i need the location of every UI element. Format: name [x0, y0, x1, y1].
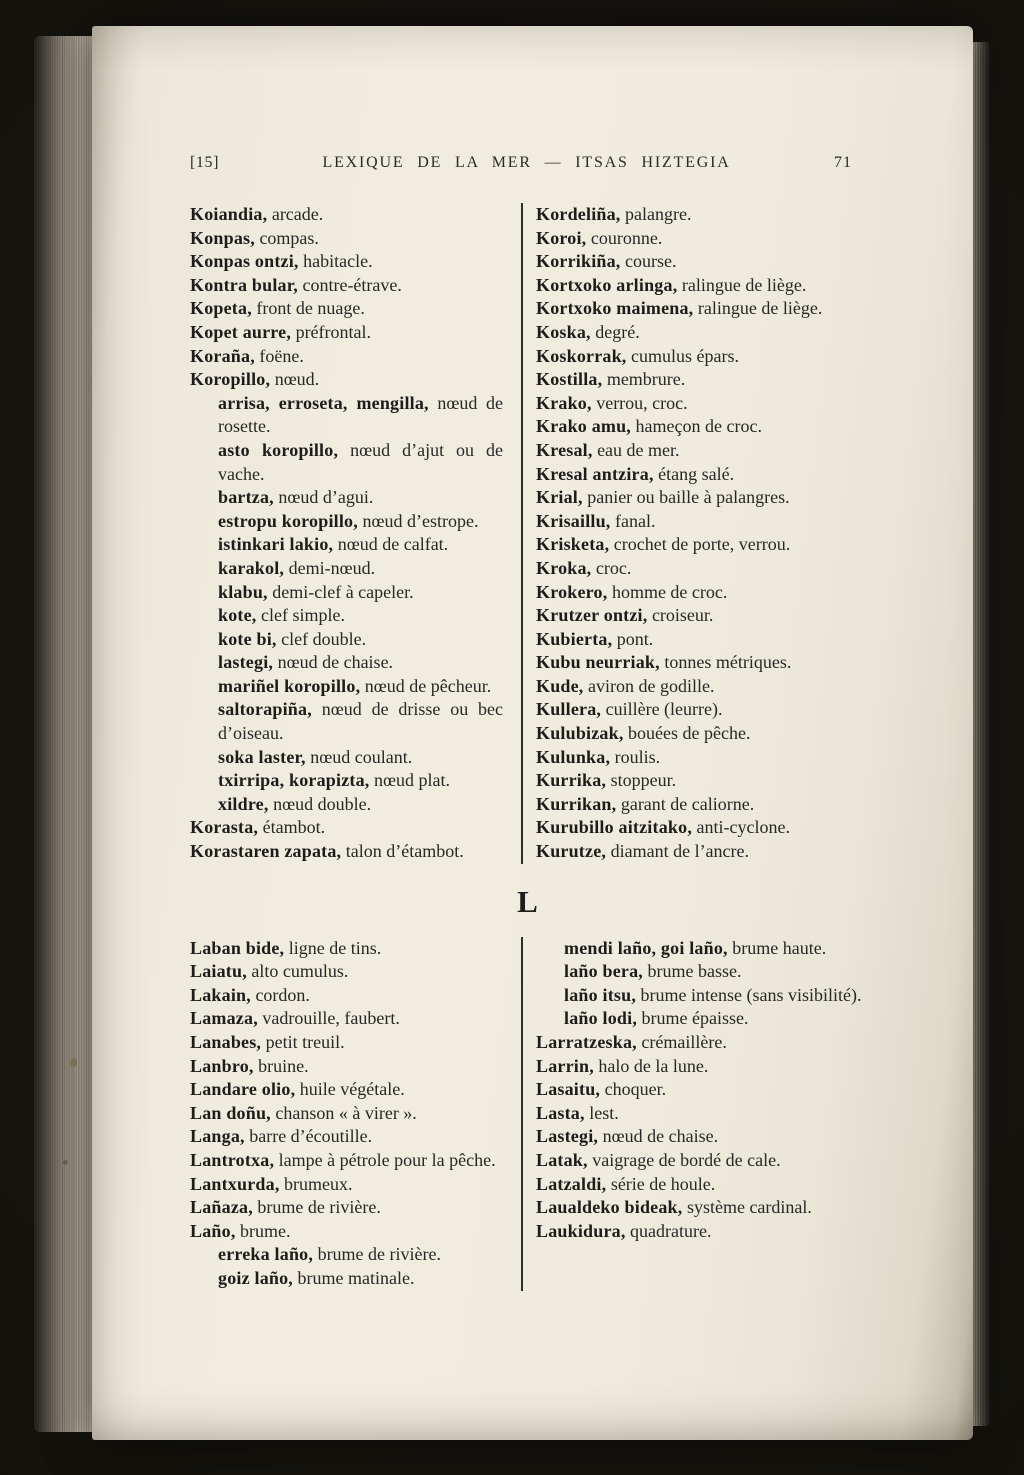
entry-term: Larrin, — [536, 1055, 594, 1076]
dictionary-entry: Latzaldi, série de houle. — [536, 1173, 716, 1194]
dictionary-entry: istinkari lakio, nœud de calfat. — [218, 534, 449, 555]
entry-term: lastegi, — [218, 652, 274, 673]
entry-term: arrisa, erroseta, mengilla, — [218, 392, 429, 413]
dictionary-entry: mendi laño, goi laño, brume haute. — [564, 937, 827, 958]
dictionary-entry: Lanabes, petit treuil. — [190, 1032, 345, 1052]
dictionary-entry: Lantrotxa, lampe à pétrole pour la pêche. — [190, 1149, 496, 1170]
dictionary-entry: Kude, aviron de godille. — [536, 675, 715, 696]
entry-term: Laban bide, — [190, 937, 285, 958]
dictionary-entry: Kopeta, front de nuage. — [190, 298, 365, 319]
dictionary-entry: Konpas, compas. — [190, 227, 319, 248]
entry-term: kote, — [218, 605, 257, 626]
dictionary-entry: Kortxoko maimena, ralingue de liège. — [536, 298, 823, 319]
dictionary-entry: mariñel koropillo, nœud de pêcheur. — [218, 675, 492, 696]
entry-term: asto koropillo, — [218, 439, 339, 460]
section-k — [190, 203, 866, 864]
dictionary-entry: Lantxurda, brumeux. — [190, 1173, 353, 1194]
dictionary-entry: Koraña, foëne. — [190, 345, 304, 366]
book-spine-page-edges — [34, 36, 92, 1432]
dictionary-entry: Kurrikan, garant de caliorne. — [536, 793, 755, 814]
book-page — [92, 26, 973, 1440]
entry-term: Kopet aurre, — [190, 321, 292, 342]
dictionary-entry: Laukidura, quadrature. — [536, 1220, 712, 1241]
dictionary-entry: laño bera, brume basse. — [564, 961, 742, 982]
entry-term: Laiatu, — [190, 961, 247, 982]
dictionary-entry: Korasta, étambot. — [190, 817, 326, 838]
entry-term: Korrikiña, — [536, 251, 621, 272]
dictionary-entry: Landare olio, huile végétale. — [190, 1079, 405, 1100]
dictionary-entry: Krisketa, crochet de porte, verrou. — [536, 534, 791, 555]
section-l-right-column — [523, 937, 866, 1291]
entry-term: Koropillo, — [190, 369, 271, 390]
dictionary-entry: asto koropillo, nœud d’ajut ou de vache. — [218, 439, 503, 484]
entry-term: Lañaza, — [190, 1197, 253, 1218]
entry-term: Konpas, — [190, 227, 255, 248]
dictionary-entry: soka laster, nœud coulant. — [218, 746, 413, 767]
entry-term: kote bi, — [218, 628, 277, 649]
entry-term: Konpas ontzi, — [190, 251, 299, 272]
entry-term: Koroi, — [536, 227, 587, 248]
entry-term: Kubierta, — [536, 628, 613, 649]
entry-term: bartza, — [218, 487, 274, 508]
dictionary-entry: Kresal antzira, étang salé. — [536, 463, 735, 484]
running-title: LEXIQUE DE LA MER — ITSAS HIZTEGIA — [322, 154, 731, 171]
entry-term: Krial, — [536, 487, 583, 508]
entry-term: Kroka, — [536, 557, 592, 578]
entry-term: Larratzeska, — [536, 1032, 637, 1052]
dictionary-entry: goiz laño, brume matinale. — [218, 1267, 415, 1288]
entry-term: soka laster, — [218, 746, 306, 767]
dictionary-entry: bartza, nœud d’agui. — [218, 487, 374, 508]
entry-term: mariñel koropillo, — [218, 675, 361, 696]
dictionary-entry: Krokero, homme de croc. — [536, 581, 728, 602]
dictionary-entry: xildre, nœud double. — [218, 793, 372, 814]
entry-term: Laukidura, — [536, 1220, 626, 1241]
dictionary-entry: Kordeliña, palangre. — [536, 204, 692, 224]
entry-term: Kurutze, — [536, 841, 607, 862]
dictionary-entry: Krako amu, hameçon de croc. — [536, 416, 762, 437]
dictionary-entry: Lasaitu, choquer. — [536, 1079, 667, 1100]
entry-term: Koraña, — [190, 345, 255, 366]
entry-term: Kontra bular, — [190, 274, 298, 295]
entry-term: karakol, — [218, 557, 285, 578]
entry-term: Kopeta, — [190, 298, 252, 319]
entry-term: Lantrotxa, — [190, 1149, 275, 1170]
entry-term: Kubu neurriak, — [536, 652, 660, 673]
entry-term: Krisketa, — [536, 534, 610, 555]
dictionary-entry: karakol, demi-nœud. — [218, 557, 376, 578]
page-number: 71 — [834, 154, 852, 171]
dictionary-entry: txirripa, korapizta, nœud plat. — [218, 770, 450, 791]
entry-term: erreka laño, — [218, 1244, 314, 1265]
page-content — [190, 154, 866, 1291]
paper-speck — [63, 1160, 68, 1165]
dictionary-entry: Kubu neurriak, tonnes métriques. — [536, 652, 792, 673]
entry-term: goiz laño, — [218, 1267, 294, 1288]
dictionary-entry: Lakain, cordon. — [190, 984, 310, 1005]
entry-term: Kurrika, — [536, 770, 607, 791]
entry-term: Koska, — [536, 321, 591, 342]
entry-term: saltorapiña, — [218, 699, 312, 720]
entry-term: Laño, — [190, 1220, 236, 1241]
entry-term: Krokero, — [536, 581, 608, 602]
dictionary-entry: Kubierta, pont. — [536, 628, 654, 649]
dictionary-entry: Koroi, couronne. — [536, 227, 663, 248]
entry-term: laño itsu, — [564, 984, 637, 1005]
dictionary-entry: Kulunka, roulis. — [536, 746, 661, 767]
dictionary-entry: Krial, panier ou baille à palangres. — [536, 487, 790, 508]
letter-heading-l: L — [517, 883, 539, 919]
dictionary-entry: Lanbro, bruine. — [190, 1055, 309, 1076]
dictionary-entry: laño itsu, brume intense (sans visibilité). — [564, 984, 862, 1005]
entry-term: Koskorrak, — [536, 345, 627, 366]
entry-term: Latak, — [536, 1149, 588, 1170]
entry-term: Lan doñu, — [190, 1102, 271, 1123]
dictionary-entry: Lasta, lest. — [536, 1102, 619, 1123]
dictionary-entry: laño lodi, brume épaisse. — [564, 1008, 749, 1029]
dictionary-entry: Lamaza, vadrouille, faubert. — [190, 1008, 400, 1029]
entry-term: Korasta, — [190, 817, 259, 838]
entry-term: Krutzer ontzi, — [536, 605, 648, 626]
entry-term: Lanbro, — [190, 1055, 254, 1076]
dictionary-entry: Kostilla, membrure. — [536, 369, 686, 390]
dictionary-entry: estropu koropillo, nœud d’estrope. — [218, 510, 479, 531]
dictionary-entry: Krako, verrou, croc. — [536, 392, 688, 413]
dictionary-entry: Kopet aurre, préfrontal. — [190, 321, 372, 342]
dictionary-entry: Larratzeska, crémaillère. — [536, 1032, 727, 1052]
entry-term: laño bera, — [564, 961, 644, 982]
dictionary-entry: Koska, degré. — [536, 321, 640, 342]
dictionary-entry: Lastegi, nœud de chaise. — [536, 1126, 719, 1147]
entry-term: Laualdeko bideak, — [536, 1197, 683, 1218]
dictionary-entry: Laualdeko bideak, système cardinal. — [536, 1197, 812, 1218]
dictionary-entry: Kurrika, stoppeur. — [536, 770, 677, 791]
dictionary-entry: Kullera, cuillère (leurre). — [536, 699, 723, 720]
section-k-left-column — [190, 203, 523, 864]
entry-term: txirripa, korapizta, — [218, 770, 370, 791]
dictionary-entry: arrisa, erroseta, mengilla, nœud de rosette. — [218, 392, 503, 437]
entry-term: Krisaillu, — [536, 510, 611, 531]
dictionary-entry: erreka laño, brume de rivière. — [218, 1244, 442, 1265]
dictionary-entry: lastegi, nœud de chaise. — [218, 652, 394, 673]
entry-term: xildre, — [218, 793, 269, 814]
section-k-right-column — [523, 203, 866, 864]
entry-term: istinkari lakio, — [218, 534, 334, 555]
entry-term: Kulunka, — [536, 746, 611, 767]
entry-term: Lastegi, — [536, 1126, 599, 1147]
entry-term: Kurrikan, — [536, 793, 617, 814]
dictionary-entry: klabu, demi-clef à capeler. — [218, 581, 414, 602]
page-header — [190, 154, 866, 172]
entry-term: Kresal antzira, — [536, 463, 654, 484]
entry-term: Kostilla, — [536, 369, 603, 390]
entry-term: Lanabes, — [190, 1032, 262, 1052]
entry-term: Latzaldi, — [536, 1173, 607, 1194]
fore-edge-page-stack — [971, 42, 990, 1426]
dictionary-entry: Langa, barre d’écoutille. — [190, 1126, 373, 1147]
entry-term: klabu, — [218, 581, 268, 602]
dictionary-entry: Kurubillo aitzitako, anti-cyclone. — [536, 817, 790, 838]
dictionary-entry: Laño, brume. — [190, 1220, 291, 1241]
entry-term: Lakain, — [190, 984, 251, 1005]
dictionary-entry: Koskorrak, cumulus épars. — [536, 345, 739, 366]
dictionary-entry: Koropillo, nœud. — [190, 369, 320, 390]
dictionary-entry: Larrin, halo de la lune. — [536, 1055, 709, 1076]
dictionary-entry: Kresal, eau de mer. — [536, 439, 680, 460]
entry-term: Landare olio, — [190, 1079, 296, 1100]
entry-term: Lasaitu, — [536, 1079, 601, 1100]
dictionary-entry: Konpas ontzi, habitacle. — [190, 251, 373, 272]
dictionary-entry: Latak, vaigrage de bordé de cale. — [536, 1149, 781, 1170]
dictionary-entry: Laban bide, ligne de tins. — [190, 937, 382, 958]
entry-term: estropu koropillo, — [218, 510, 358, 531]
entry-term: Kordeliña, — [536, 204, 621, 224]
section-l-left-column — [190, 937, 523, 1291]
entry-term: Kortxoko maimena, — [536, 298, 694, 319]
entry-term: Kortxoko arlinga, — [536, 274, 678, 295]
entry-term: Lasta, — [536, 1102, 585, 1123]
section-index-marker: [15] — [190, 154, 220, 171]
entry-term: Korastaren zapata, — [190, 841, 342, 862]
dictionary-entry: Krisaillu, fanal. — [536, 510, 656, 531]
dictionary-entry: Kroka, croc. — [536, 557, 632, 578]
dictionary-entry: Kortxoko arlinga, ralingue de liège. — [536, 274, 807, 295]
entry-term: Kulubizak, — [536, 723, 624, 744]
entry-term: mendi laño, goi laño, — [564, 937, 728, 958]
dictionary-entry: Kurutze, diamant de l’ancre. — [536, 841, 750, 862]
entry-term: Krako amu, — [536, 416, 632, 437]
dictionary-entry: Koiandia, arcade. — [190, 204, 324, 224]
entry-term: Kresal, — [536, 439, 593, 460]
entry-term: Koiandia, — [190, 204, 268, 224]
dictionary-entry: kote bi, clef double. — [218, 628, 367, 649]
entry-term: Kullera, — [536, 699, 602, 720]
dictionary-entry: kote, clef simple. — [218, 605, 345, 626]
entry-term: Kude, — [536, 675, 584, 696]
dictionary-entry: Laiatu, alto cumulus. — [190, 961, 349, 982]
dictionary-entry: Krutzer ontzi, croiseur. — [536, 605, 714, 626]
entry-term: Lamaza, — [190, 1008, 258, 1029]
entry-term: Lantxurda, — [190, 1173, 280, 1194]
dictionary-entry: Lañaza, brume de rivière. — [190, 1197, 381, 1218]
dictionary-entry: Lan doñu, chanson « à virer ». — [190, 1102, 417, 1123]
entry-term: Kurubillo aitzitako, — [536, 817, 693, 838]
section-l — [190, 937, 866, 1291]
dictionary-entry: Korrikiña, course. — [536, 251, 677, 272]
entry-term: laño lodi, — [564, 1008, 638, 1029]
paper-speck — [70, 1058, 77, 1067]
entry-term: Langa, — [190, 1126, 245, 1147]
dictionary-entry: Kulubizak, bouées de pêche. — [536, 723, 751, 744]
dictionary-entry: Kontra bular, contre-étrave. — [190, 274, 402, 295]
dictionary-entry: Korastaren zapata, talon d’étambot. — [190, 841, 464, 862]
entry-term: Krako, — [536, 392, 592, 413]
dictionary-entry: saltorapiña, nœud de drisse ou bec d’oiseau. — [218, 699, 503, 744]
